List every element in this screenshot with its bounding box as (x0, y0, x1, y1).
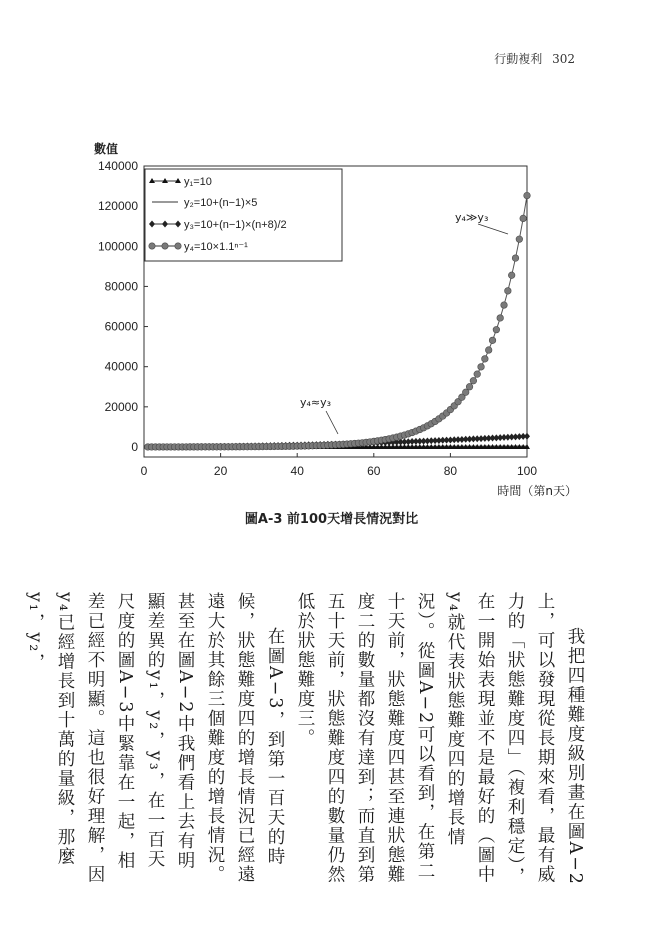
annotation-y4-approx-y3: y₄≈y₃ (300, 396, 332, 409)
y3-point (524, 433, 530, 440)
legend-label: y₂=10+(n−1)×5 (184, 197, 258, 209)
paragraph-1: 我把四種難度級別畫在圖A−2上，可以發現從長期來看，最有威力的「狀態難度四」（複利穩定），在一開始表現並不是最好的（圖中y₄就代表狀態難度四的增長情況）。從圖A−2可以看到，在第二十天前，狀態難度四甚至連狀態難度二的數量都沒有達到；而直到第五十天前，狀態難度四的數量仍然低於狀態難度三。 (295, 592, 585, 887)
y-tick-label: 40000 (104, 359, 138, 374)
y4-point (493, 326, 500, 333)
x-tick-label: 20 (213, 464, 228, 478)
y4-point (474, 371, 481, 378)
x-tick-label: 0 (140, 464, 148, 478)
y4-point (516, 236, 523, 243)
legend-label: y₄=10×1.1ⁿ⁻¹ (184, 241, 248, 253)
y4-point (470, 377, 477, 384)
y4-point (508, 272, 515, 279)
paragraph-2: 在圖A−3，到第一百天的時候，狀態難度四的增長情況已經遠遠大於其餘三個難度的增長情況。甚至在圖A−2中我們看上去有明顯差異的y₁，y₂，y₃，在一百天尺度的圖A−3中緊靠在一起，相差已經不明顯。這也很好理解，因y₄已經增長到十萬的量級，那麼y₁，y₂， (25, 592, 285, 885)
y4-point (485, 347, 492, 354)
page-number: 302 (552, 52, 575, 66)
running-head-section: 行動複利 (494, 52, 543, 66)
legend-marker (175, 243, 181, 249)
y4-point (520, 215, 527, 222)
y-tick-label: 20000 (104, 399, 138, 414)
x-tick-label: 100 (516, 464, 538, 478)
annotation-y4-much-greater: y₄≫y₃ (455, 211, 489, 224)
x-tick-label: 40 (290, 464, 304, 478)
y4-point (497, 315, 504, 322)
y4-point (478, 364, 485, 371)
y-axis-title: 數值 (94, 142, 119, 156)
y4-point (505, 288, 512, 295)
y-tick-label: 120000 (97, 199, 138, 214)
y-tick-label: 60000 (104, 319, 138, 334)
annotation-top-leader (478, 224, 508, 234)
annotation-bottom-leader (326, 411, 338, 434)
x-tick-label: 60 (367, 464, 381, 478)
y4-point (524, 192, 531, 199)
body-text (25, 592, 590, 888)
figure-caption: 圖A-3 前100天增長情況對比 (244, 512, 419, 527)
y4-point (501, 302, 508, 309)
y4-point (512, 255, 519, 262)
y4-point (489, 337, 496, 344)
y4-point (466, 383, 473, 390)
legend-label: y₃=10+(n−1)×(n+8)/2 (184, 219, 287, 231)
legend-marker (162, 243, 168, 249)
x-tick-label: 80 (443, 464, 458, 478)
y-tick-label: 100000 (97, 239, 138, 254)
y-tick-label: 0 (131, 439, 138, 454)
legend-marker (149, 243, 155, 249)
legend-label: y₁=10 (184, 176, 212, 188)
y4-point (482, 356, 489, 363)
y-tick-label: 80000 (104, 279, 138, 294)
x-axis-title: 時間（第n天） (497, 484, 577, 498)
y-tick-label: 140000 (97, 159, 138, 173)
